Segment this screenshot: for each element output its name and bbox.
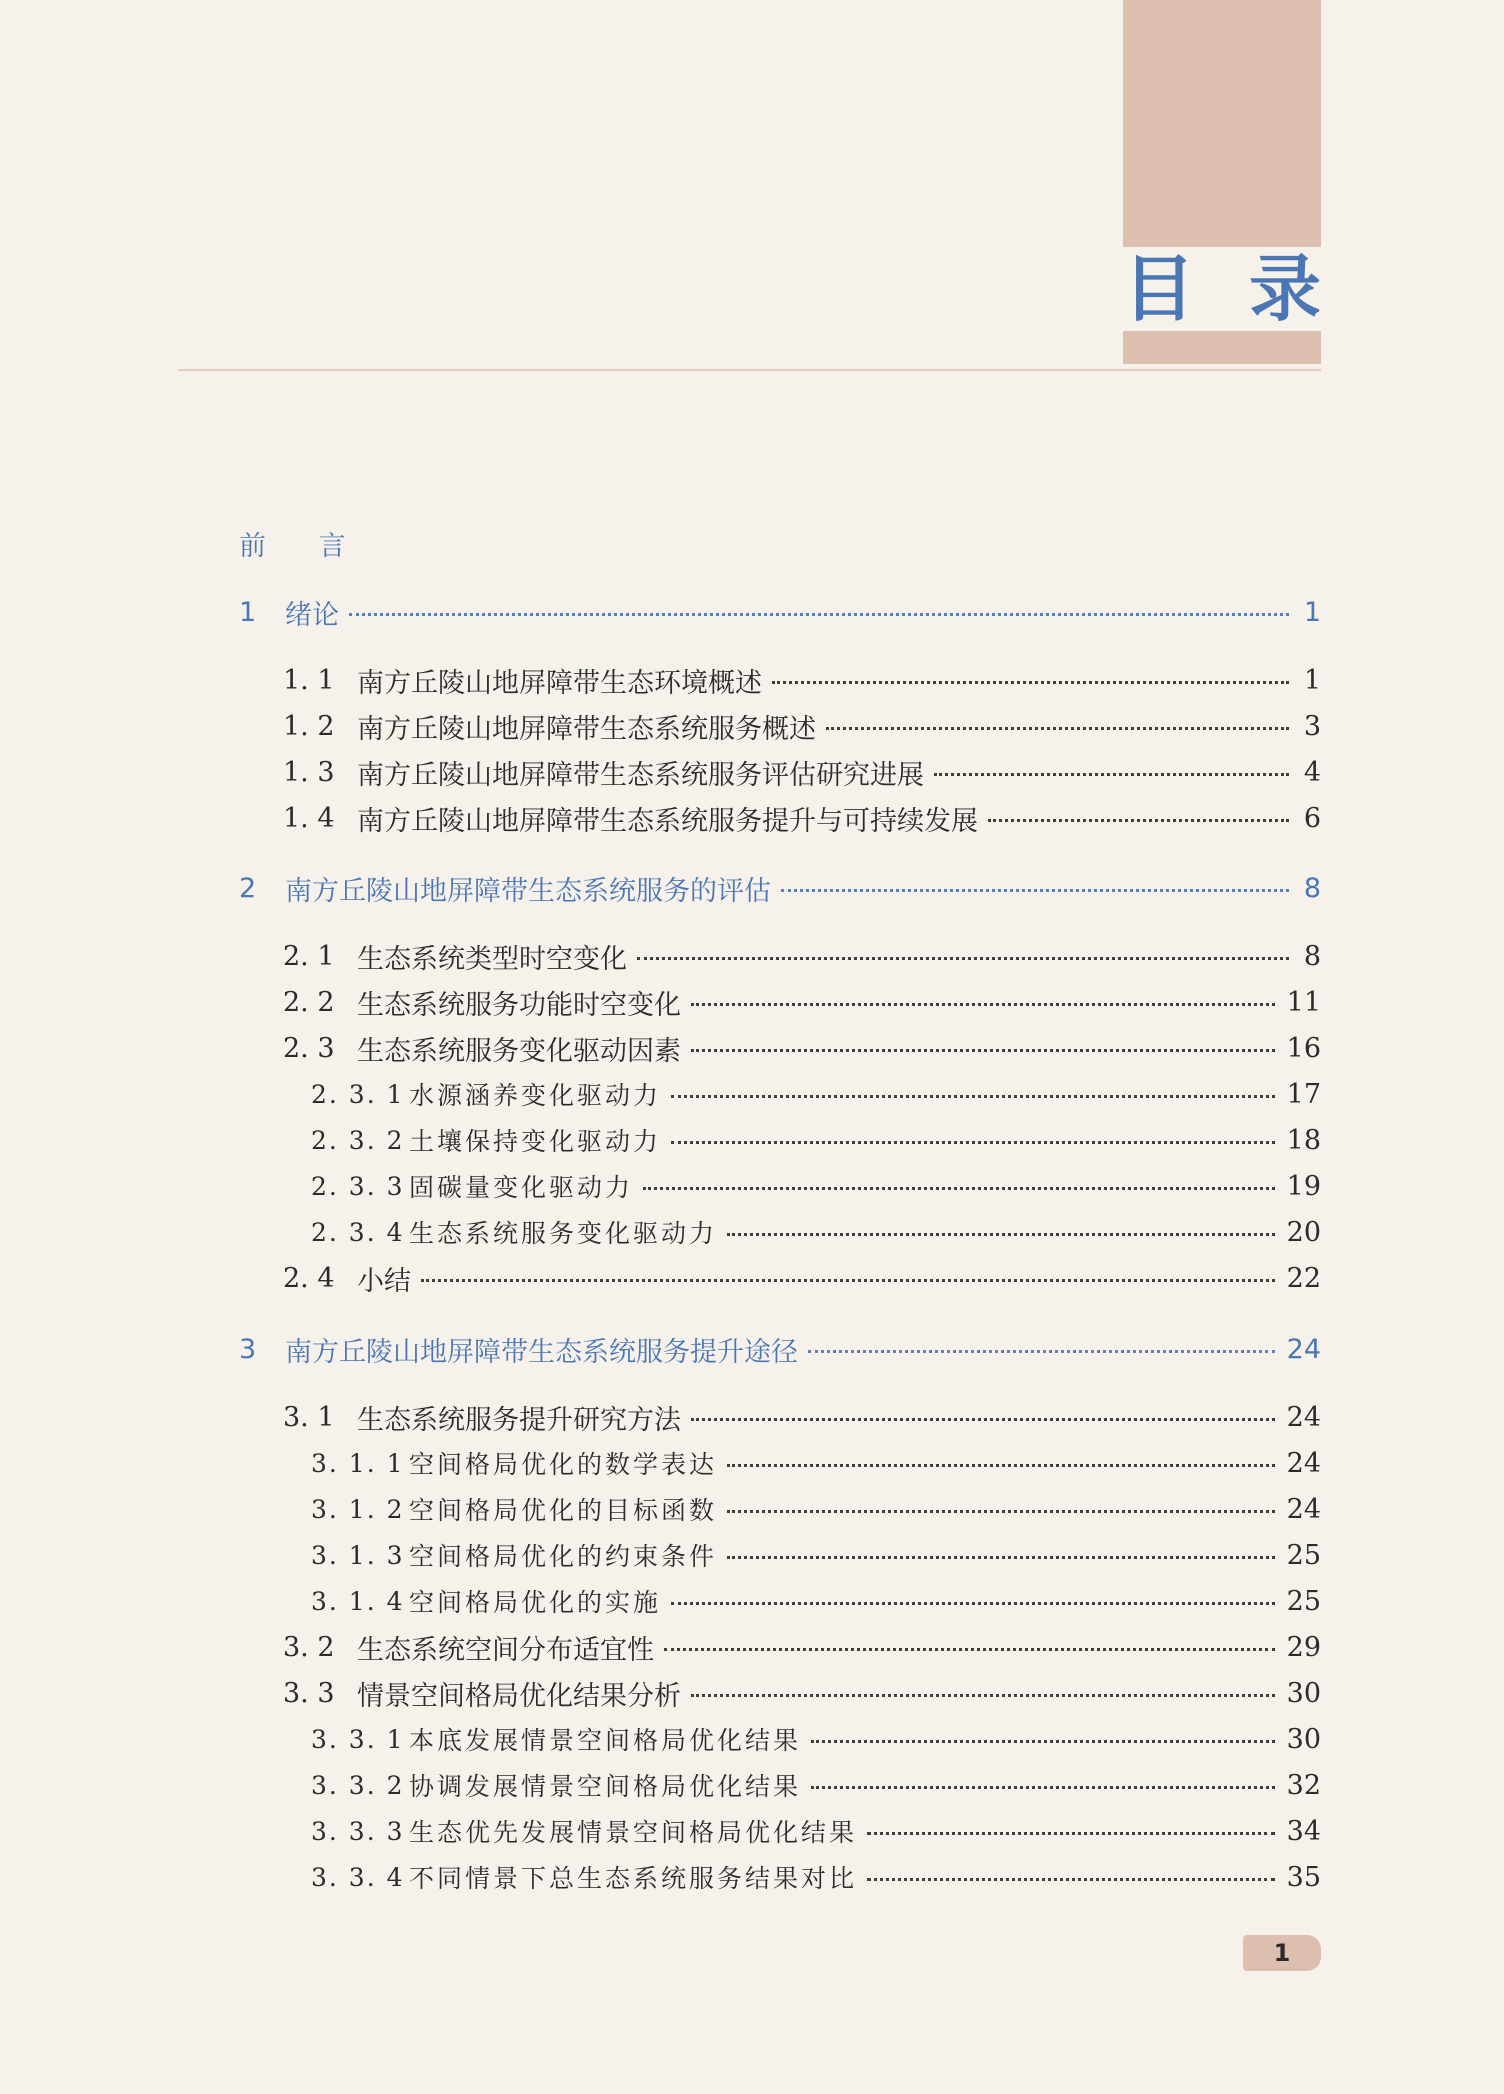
toc-number: 3. 1. 1 [311,1448,405,1478]
toc-title: 空间格局优化的目标函数 [409,1496,718,1525]
toc-leader-dots [867,1878,1275,1881]
toc-number: 2. 3 [283,1032,335,1064]
toc-page-number: 3 [1303,710,1321,742]
toc-row[interactable] [239,592,1321,632]
toc-page-number: 24 [1286,1333,1321,1365]
toc-page-number: 8 [1303,940,1321,972]
toc-title: 空间格局优化的约束条件 [409,1542,718,1571]
toc-title: 小结 [357,1265,411,1297]
toc-leader-dots [691,1694,1275,1697]
toc-leader-dots [727,1556,1275,1559]
toc-leader-dots [988,819,1289,822]
toc-page-number: 1 [1303,596,1321,628]
toc-page-number: 34 [1286,1815,1321,1847]
toc-leader-dots [934,773,1289,776]
page-number-badge: 1 [1243,1935,1321,1971]
toc-number: 1. 2 [283,710,335,742]
toc-title: 协调发展情景空间格局优化结果 [409,1772,802,1801]
toc-page-number: 4 [1303,756,1321,788]
toc-leader-dots [727,1233,1275,1236]
toc-title: 本底发展情景空间格局优化结果 [409,1726,802,1755]
toc-row[interactable] [283,1397,1321,1437]
toc-title: 水源涵养变化驱动力 [409,1081,662,1110]
toc-number: 3. 3. 4 [311,1862,405,1892]
toc-row[interactable] [283,1258,1321,1298]
toc-title: 南方丘陵山地屏障带生态系统服务提升与可持续发展 [357,805,978,837]
toc-number: 3. 1 [283,1401,335,1433]
toc-page-number: 16 [1286,1032,1321,1064]
toc-row[interactable] [311,1811,1321,1851]
toc-page-number: 8 [1303,872,1321,904]
toc-number: 2 [239,872,257,904]
toc-title: 生态系统服务功能时空变化 [357,989,681,1021]
toc-row[interactable] [311,1120,1321,1160]
toc-leader-dots [671,1141,1275,1144]
toc-page-number: 1 [1303,664,1321,696]
toc-leader-dots [671,1602,1275,1605]
toc-leader-dots [691,1049,1275,1052]
toc-row[interactable] [283,660,1321,700]
toc-number: 3. 3 [283,1677,335,1709]
toc-row[interactable] [311,1535,1321,1575]
toc-leader-dots [772,681,1289,684]
toc-row[interactable] [239,1329,1321,1369]
toc-page-number: 17 [1286,1078,1321,1110]
toc-title: 南方丘陵山地屏障带生态系统服务提升途径 [285,1336,798,1368]
toc-row[interactable] [311,1212,1321,1252]
toc-page-number: 18 [1286,1124,1321,1156]
toc-number: 2. 4 [283,1262,335,1294]
toc-page-number: 32 [1286,1769,1321,1801]
toc-number: 1 [239,596,257,628]
toc-row[interactable] [283,1028,1321,1068]
toc-preface[interactable]: 前 言 [239,530,368,562]
toc-row[interactable] [311,1074,1321,1114]
toc-title: 生态系统服务变化驱动力 [409,1219,718,1248]
toc-page-number: 29 [1286,1631,1321,1663]
toc-title: 绪论 [285,599,339,631]
toc-page-number: 24 [1286,1493,1321,1525]
toc-title: 南方丘陵山地屏障带生态系统服务评估研究进展 [357,759,924,791]
toc-row[interactable] [311,1443,1321,1483]
toc-leader-dots [643,1187,1275,1190]
toc-row[interactable] [311,1857,1321,1897]
toc-number: 2. 3. 4 [311,1217,405,1247]
toc-title: 空间格局优化的实施 [409,1588,662,1617]
toc-title: 土壤保持变化驱动力 [409,1127,662,1156]
toc-row[interactable] [239,868,1321,908]
toc-row[interactable] [311,1166,1321,1206]
toc-title: 南方丘陵山地屏障带生态系统服务概述 [357,713,816,745]
header-color-tab [1123,0,1321,247]
toc-number: 1. 4 [283,802,335,834]
toc-title: 生态系统空间分布适宜性 [357,1634,654,1666]
toc-number: 1. 3 [283,756,335,788]
toc-leader-dots [727,1510,1275,1513]
header-color-tab-lower [1123,331,1321,364]
toc-title: 南方丘陵山地屏障带生态环境概述 [357,667,762,699]
toc-number: 1. 1 [283,664,335,696]
toc-title: 南方丘陵山地屏障带生态系统服务的评估 [285,875,771,907]
toc-row[interactable] [283,982,1321,1022]
toc-leader-dots [808,1350,1275,1353]
toc-page-number: 22 [1286,1262,1321,1294]
toc-page-number: 6 [1303,802,1321,834]
toc-leader-dots [826,727,1289,730]
toc-number: 3. 2 [283,1631,335,1663]
toc-row[interactable] [283,798,1321,838]
toc-page-number: 30 [1286,1723,1321,1755]
toc-leader-dots [349,613,1289,616]
toc-row[interactable] [283,752,1321,792]
toc-leader-dots [781,889,1289,892]
header-divider [178,369,1321,371]
toc-leader-dots [671,1095,1275,1098]
toc-title: 生态优先发展情景空间格局优化结果 [409,1818,858,1847]
toc-page-number: 20 [1286,1216,1321,1248]
toc-row[interactable] [283,936,1321,976]
toc-number: 3 [239,1333,257,1365]
toc-title: 固碳量变化驱动力 [409,1173,634,1202]
toc-row[interactable] [311,1719,1321,1759]
toc-leader-dots [867,1832,1275,1835]
toc-leader-dots [691,1418,1275,1421]
toc-row[interactable] [283,706,1321,746]
toc-row[interactable] [311,1765,1321,1805]
toc-title: 空间格局优化的数学表达 [409,1450,718,1479]
toc-page-number: 25 [1286,1539,1321,1571]
toc-page-number: 19 [1286,1170,1321,1202]
toc-number: 2. 1 [283,940,335,972]
toc-number: 2. 2 [283,986,335,1018]
toc-leader-dots [421,1279,1275,1282]
toc-leader-dots [811,1786,1275,1789]
toc-row[interactable] [283,1673,1321,1713]
page-title-char-2: 录 [1248,246,1321,331]
toc-leader-dots [637,957,1289,960]
page-title [1123,247,1321,331]
toc-number: 3. 3. 2 [311,1770,405,1800]
toc-number: 3. 1. 3 [311,1540,405,1570]
toc-page-number: 35 [1286,1861,1321,1893]
toc-number: 3. 3. 1 [311,1724,405,1754]
toc-number: 3. 3. 3 [311,1816,405,1846]
toc-number: 2. 3. 3 [311,1171,405,1201]
toc-number: 2. 3. 1 [311,1079,405,1109]
toc-leader-dots [664,1648,1275,1651]
toc-title: 生态系统服务变化驱动因素 [357,1035,681,1067]
toc-leader-dots [811,1740,1275,1743]
toc-title: 不同情景下总生态系统服务结果对比 [409,1864,858,1893]
toc-row[interactable] [311,1489,1321,1529]
toc-page-number: 11 [1286,986,1321,1018]
toc-row[interactable] [283,1627,1321,1667]
toc-leader-dots [727,1464,1275,1467]
toc-number: 2. 3. 2 [311,1125,405,1155]
toc-page-number: 24 [1286,1401,1321,1433]
toc-title: 情景空间格局优化结果分析 [357,1680,681,1712]
toc-number: 3. 1. 2 [311,1494,405,1524]
toc-page-number: 24 [1286,1447,1321,1479]
toc-page-number: 30 [1286,1677,1321,1709]
toc-leader-dots [691,1003,1275,1006]
toc-number: 3. 1. 4 [311,1586,405,1616]
toc-title: 生态系统类型时空变化 [357,943,627,975]
toc-title: 生态系统服务提升研究方法 [357,1404,681,1436]
toc-row[interactable] [311,1581,1321,1621]
toc-page-number: 25 [1286,1585,1321,1617]
page-title-char-1: 目 [1123,246,1196,331]
